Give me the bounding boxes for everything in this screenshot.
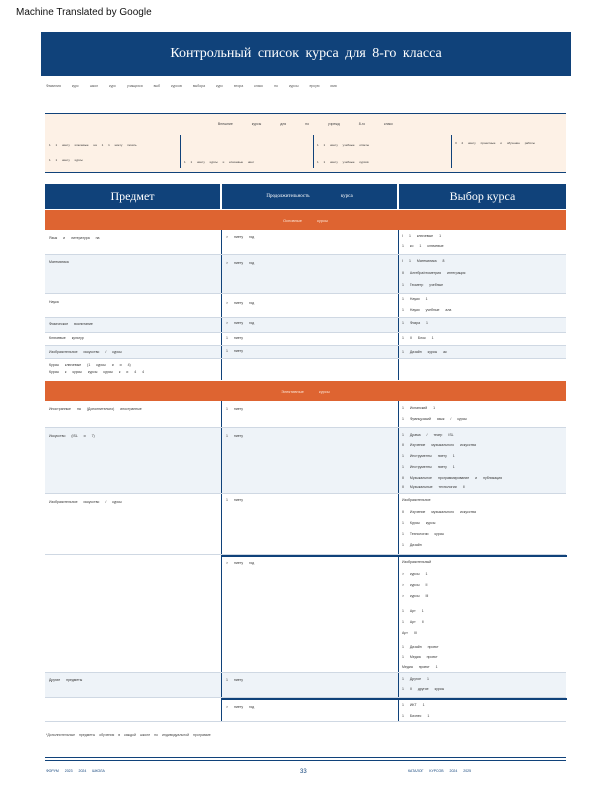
choice-option[interactable]: II Изучение музыкального искусства	[402, 443, 476, 447]
choice-option[interactable]: 1 II Блок 1	[402, 336, 434, 340]
table-row	[45, 294, 566, 318]
choice-option[interactable]: 1 Медиа проект	[402, 655, 438, 659]
page-number: 33	[300, 769, 307, 775]
subject-cell: Наука	[49, 300, 59, 304]
choice-option[interactable]: 1 Курсы курсы	[402, 521, 436, 525]
table-row	[45, 333, 566, 346]
choice-option[interactable]: 1 Испанский 1	[402, 406, 436, 410]
requirement-item: 1 1 ниету курсы	[49, 158, 83, 162]
table-row	[45, 230, 566, 255]
section-core: Основные курсы	[45, 210, 566, 230]
footer-rule	[45, 757, 566, 758]
choice-option[interactable]: > курсы II	[402, 583, 428, 587]
duration-cell: 1 ниету	[226, 349, 244, 353]
table-row	[45, 346, 566, 359]
table-row	[45, 673, 566, 698]
duration-cell: 1 ниету	[226, 407, 244, 411]
duration-cell: 1 ниету	[226, 498, 244, 502]
requirement-item: 1 1 ниету учебные курсов	[317, 160, 369, 164]
choice-option[interactable]: II Изучение музыкального искусства	[402, 510, 476, 514]
subject-cell: Язык и литература на	[49, 236, 100, 240]
choice-option[interactable]: II Алгебра/геометрия интеграция	[402, 271, 466, 275]
footer-rule	[45, 760, 566, 761]
subject-cell: Изобразительное искусство / курсы	[49, 500, 122, 504]
page-title-banner	[41, 32, 571, 76]
table-row	[45, 698, 566, 722]
requirement-item: 1 1 ниету учебные ответы	[317, 143, 370, 147]
table-row	[45, 555, 566, 673]
requirement-item: 1 1 ниету курсы и ключевые ниет	[184, 160, 255, 164]
subject-cell: Искусство (ISL и 7)	[49, 434, 95, 438]
table-row	[45, 318, 566, 333]
choice-option[interactable]: 1 Геометр учебные	[402, 283, 444, 287]
requirements-divider	[180, 135, 181, 168]
table-row	[45, 428, 566, 494]
choice-option[interactable]: 1 ИКТ 1	[402, 703, 425, 707]
choice-option[interactable]: 1 ко 1 ключевые	[402, 244, 444, 248]
duration-cell: 1 ниету	[226, 434, 244, 438]
machine-translated-watermark: Machine Translated by Google	[16, 7, 152, 18]
duration-cell: > ниету год	[226, 321, 255, 325]
choice-option[interactable]: Изобразительный	[402, 560, 432, 564]
table-header	[45, 184, 566, 209]
footer-left: ФОРУМ 2023 2024 ШКОЛА	[46, 769, 105, 773]
requirements-divider	[451, 135, 452, 168]
duration-cell: > ниету год	[226, 561, 255, 565]
table-row	[45, 401, 566, 428]
choice-option[interactable]: II Музыкальные технологии II	[402, 485, 465, 489]
table-row	[45, 359, 566, 380]
choice-option[interactable]: 1 Дизайн курсы ак	[402, 350, 447, 354]
subject-cell: Ключевые культур	[49, 336, 84, 340]
choice-option[interactable]: 1 Физра 1	[402, 321, 428, 325]
choice-option[interactable]: 1 Дизайн проект	[402, 645, 439, 649]
choice-option[interactable]: 1 Драма / театр ISL	[402, 433, 454, 437]
requirement-item: 1 1 ниету ключевые на 1 1 ниету печать	[49, 143, 137, 147]
choice-option[interactable]: 1 Инструменты ниету 1	[402, 465, 455, 469]
intro-text: Фамилия курс школ курс учащихся выб курсов выбора курс втора класс по курсы ерсую имя	[46, 84, 337, 88]
footnote: *Дополнительные предметы обучения в каждой школе по индивидуальной программе	[46, 733, 211, 737]
choice-option[interactable]: 1 Бизнес 1	[402, 714, 430, 718]
requirements-divider	[313, 135, 314, 168]
choice-option[interactable]: Арт III	[402, 631, 417, 635]
choice-option[interactable]: 1 Арт II	[402, 620, 424, 624]
choice-option[interactable]: 1 Французский язык / курсы	[402, 417, 467, 421]
table-row	[45, 494, 566, 555]
choice-option[interactable]: I 1 ключевые 1	[402, 234, 442, 238]
choice-option[interactable]: 1 Инструменты ниету 1	[402, 454, 455, 458]
choice-option[interactable]: Изобразительное	[402, 498, 431, 502]
note-text: Курсы ключевые (1 курсы и и 4)	[49, 363, 131, 367]
choice-option[interactable]: Медиа проект 1	[402, 665, 438, 669]
requirement-item: II 2 ниету проектные и обучение работы	[455, 141, 535, 145]
choice-option[interactable]: > курсы 1	[402, 572, 428, 576]
subject-cell: Изобразительное искусство / курсы	[49, 350, 122, 354]
choice-option[interactable]: 1 Науки 1	[402, 297, 428, 301]
duration-cell: 1 ниету	[226, 336, 244, 340]
subject-cell: Физическое воспитание	[49, 322, 93, 326]
header-choice: Выбор курса	[399, 184, 566, 209]
choice-option[interactable]: 1 II другое курсы	[402, 687, 445, 691]
section-elective: Элективные курсы	[45, 381, 566, 401]
choice-option[interactable]: II Музыкальное программирование и публикация	[402, 476, 503, 480]
footer-right: КАТАЛОГ КУРСОВ 2024 2025	[408, 769, 472, 773]
subject-cell: Математика	[49, 260, 69, 264]
requirements-title: Внешние курсы для по учрежд 8-го класс	[217, 122, 394, 126]
table-row	[45, 255, 566, 294]
note-text: Курсы к курсы курсы курсы к и 4 4	[49, 370, 145, 374]
choice-option[interactable]: > курсы III	[402, 594, 429, 598]
duration-cell: > ниету год	[226, 705, 255, 709]
header-duration: Продолжительность курса	[222, 184, 397, 209]
duration-cell: 1 ниету	[226, 678, 244, 682]
duration-cell: > ниету год	[226, 261, 255, 265]
subject-cell: Иностранные на (Дополнительно) иностранные	[49, 407, 142, 411]
requirements-box	[45, 113, 566, 173]
choice-option[interactable]: 1 Арт 1	[402, 609, 424, 613]
duration-cell: > ниету год	[226, 301, 255, 305]
choice-option[interactable]: 1 Дизайн	[402, 543, 422, 547]
choice-option[interactable]: 1 Науки учебные ала	[402, 308, 452, 312]
choice-option[interactable]: 1 Другое 1	[402, 677, 429, 681]
choice-option[interactable]: 1 Технологии курсы	[402, 532, 444, 536]
choice-option[interactable]: I 1 Математика 8	[402, 259, 445, 263]
header-subject: Предмет	[45, 184, 220, 209]
duration-cell: > ниету год	[226, 235, 255, 239]
page-title: Контрольный список курса для 8-го класса	[170, 46, 442, 61]
subject-cell: Другие предметы	[49, 678, 83, 682]
